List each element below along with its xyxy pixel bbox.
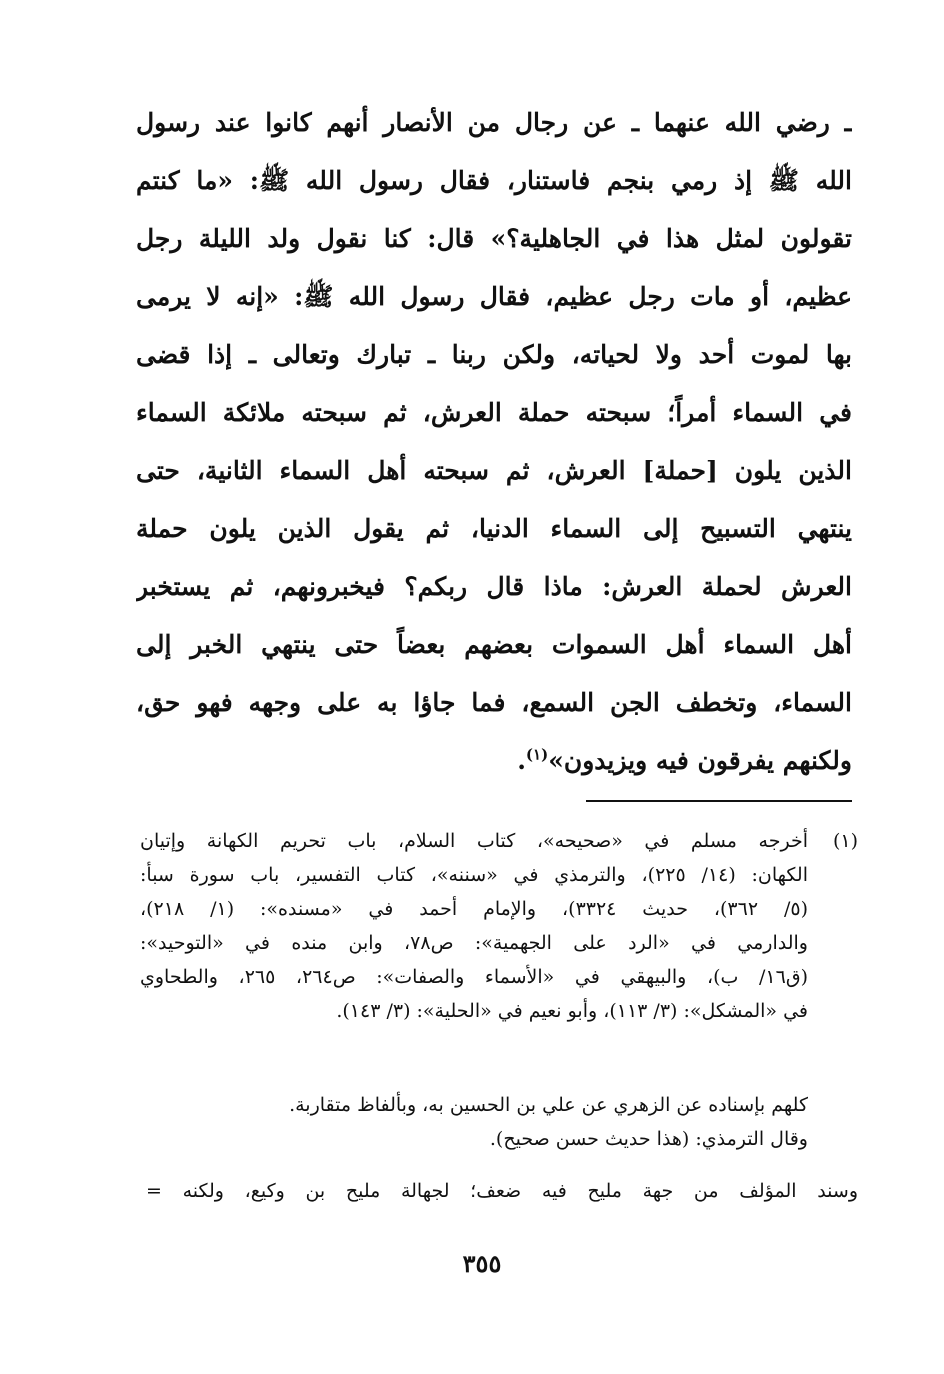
footnote-last-line: وسند المؤلف من جهة مليح فيه ضعف؛ لجهالة مليح بن وكيع، ولكنه = bbox=[146, 1180, 858, 1202]
footnote-line: كلهم بإسناده عن الزهري عن علي بن الحسين به، وبألفاظ متقاربة. bbox=[289, 1094, 808, 1116]
footnote-block bbox=[140, 824, 808, 1028]
page-number: ٣٥٥ bbox=[462, 1249, 502, 1278]
footnote-line: (٥/ ٣٦٢)، حديث ٣٣٢٤)، والإمام أحمد في «مسنده»: (١/ ٢١٨)، bbox=[140, 898, 808, 920]
footnote-line: والدارمي في «الرد على الجهمية»: ص٧٨، وابن منده في «التوحيد»: bbox=[140, 932, 808, 954]
main-text-last-line bbox=[136, 732, 852, 790]
main-text-line: أهل السماء أهل السموات بعضهم بعضاً حتى ينتهي الخبر إلى bbox=[136, 630, 852, 659]
main-text-line: ولكنهم يفرقون فيه ويزيدون» bbox=[548, 746, 852, 775]
footnote-reference[interactable]: (١) bbox=[525, 745, 549, 764]
main-text-line: الله ﷺ إذ رمي بنجم فاستنار، فقال رسول الله ﷺ: «ما كنتم bbox=[136, 166, 852, 195]
main-text-line: ينتهي التسبيح إلى السماء الدنيا، ثم يقول الذين يلون حملة bbox=[136, 514, 852, 543]
footnote-line: (ق١٦/ ب)، والبيهقي في «الأسماء والصفات»: ص٢٦٤، ٢٦٥، والطحاوي bbox=[140, 966, 808, 988]
main-text-line: ـ رضي الله عنهما ـ عن رجال من الأنصار أنهم كانوا عند رسول bbox=[136, 108, 852, 137]
footnote-separator bbox=[586, 800, 852, 802]
footnote-line: الكهان: (١٤/ ٢٢٥)، والترمذي في «سننه»، كتاب التفسير، باب سورة سبأ: bbox=[140, 864, 808, 886]
main-text-line: الذين يلون [حملة] العرش، ثم سبحته أهل السماء الثانية، حتى bbox=[136, 456, 852, 485]
main-text-block bbox=[136, 94, 852, 790]
main-text-end: . bbox=[517, 746, 526, 775]
footnote-number: (١) bbox=[832, 830, 858, 852]
footnote-line: أخرجه مسلم في «صحيحه»، كتاب السلام، باب تحريم الكهانة وإتيان bbox=[140, 830, 808, 852]
footnote-line: وقال الترمذي: (هذا حديث حسن صحيح). bbox=[489, 1128, 808, 1150]
main-text-line: السماء، وتخطف الجن السمع، فما جاؤا به على وجهه فهو حق، bbox=[136, 688, 852, 717]
footnote-continuation bbox=[140, 1088, 808, 1156]
main-text-line: العرش لحملة العرش: ماذا قال ربكم؟ فيخبرونهم، ثم يستخبر bbox=[136, 572, 852, 601]
main-text-line: بها لموت أحد ولا لحياته، ولكن ربنا ـ تبارك وتعالى ـ إذا قضى bbox=[136, 340, 852, 369]
footnote-line: في «المشكل»: (٣/ ١١٣)، وأبو نعيم في «الحلية»: (٣/ ١٤٣). bbox=[336, 1000, 808, 1022]
main-text-line: تقولون لمثل هذا في الجاهلية؟» قال: كنا نقول ولد الليلة رجل bbox=[136, 224, 852, 253]
main-text-line: في السماء أمراً؛ سبحته حملة العرش، ثم سبحته ملائكة السماء bbox=[136, 398, 852, 427]
main-text-line: عظيم، أو مات رجل عظيم، فقال رسول الله ﷺ: «إنه لا يرمى bbox=[136, 282, 852, 311]
